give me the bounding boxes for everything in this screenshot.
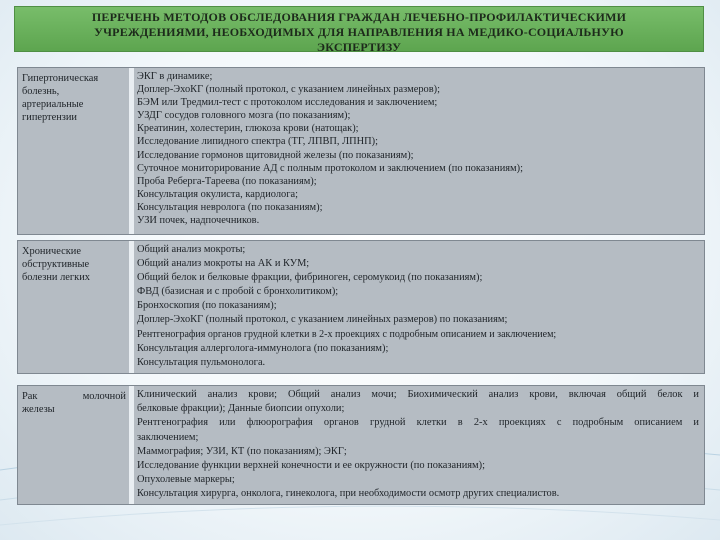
disease-line: болезни легких	[22, 271, 90, 283]
table-row	[17, 240, 705, 374]
method-item: Исследование гормонов щитовидной железы (по показаниям);	[137, 149, 414, 161]
methods-cell	[134, 386, 704, 504]
table-row	[17, 67, 705, 235]
method-item: Доплер-ЭхоКГ (полный протокол, с указанием линейных размеров) по показаниям;	[137, 314, 508, 326]
disease-cell	[18, 386, 129, 504]
method-item: Консультация хирурга, онколога, гинеколога, при необходимости осмотр других специалистов.	[137, 488, 560, 500]
method-item: БЭМ или Тредмил-тест с протоколом исследования и заключением;	[137, 97, 438, 109]
method-item: Проба Реберга-Тареева (по показаниям);	[137, 175, 317, 187]
disease-line: обструктивные	[22, 258, 90, 270]
disease-line: болезнь,	[22, 85, 60, 97]
method-item: Консультация пульмонолога.	[137, 356, 266, 368]
method-item: Доплер-ЭхоКГ (полный протокол, с указанием линейных размеров);	[137, 84, 440, 96]
method-item: Общий анализ мокроты на АК и КУМ;	[137, 258, 310, 270]
disease-line: артериальные	[22, 98, 84, 110]
method-item: Рентгенография или флюорография органов грудной клетки в 2-х проекциях с подробным описанием и	[137, 417, 699, 429]
method-item: Креатинин, холестерин, глюкоза крови (натощак);	[137, 123, 359, 135]
disease-line: Гипертоническая	[22, 73, 99, 84]
disease-line: Рак молочной	[22, 391, 126, 402]
method-item: Суточное мониторирование АД с полным протоколом и заключением (по показаниям);	[137, 162, 523, 174]
disease-line: железы	[22, 403, 55, 415]
method-item: Маммография; УЗИ, КТ (по показаниям); ЭКГ;	[137, 445, 347, 457]
method-item: Клинический анализ крови; Общий анализ мочи; Биохимический анализ крови, включая общий белок и	[137, 389, 699, 400]
method-item: ЭКГ в динамике;	[137, 71, 213, 82]
method-item: заключением;	[137, 431, 199, 443]
page-title	[14, 6, 704, 52]
method-item: Консультация аллерголога-иммунолога (по показаниям);	[137, 342, 389, 354]
method-item: Общий белок и белковые фракции, фибриноген, серомукоид (по показаниям);	[137, 272, 483, 284]
method-item: белковые фракции); Данные биопсии опухоли;	[137, 403, 345, 415]
method-item: Исследование липидного спектра (ТГ, ЛПВП, ЛПНП);	[137, 136, 378, 148]
title-line-1: ПЕРЕЧЕНЬ МЕТОДОВ ОБСЛЕДОВАНИЯ ГРАЖДАН ЛЕЧЕБНО-ПРОФИЛАКТИЧЕСКИМИ	[91, 10, 627, 24]
table-row	[17, 385, 705, 505]
method-item: Консультация невролога (по показаниям);	[137, 201, 323, 213]
methods-cell	[134, 241, 704, 373]
method-item: Исследование функции верхней конечности и ее окружности (по показаниям);	[137, 460, 485, 472]
method-item: Опухолевые маркеры;	[137, 474, 235, 486]
method-item: Консультация окулиста, кардиолога;	[137, 188, 298, 200]
method-item: УЗДГ сосудов головного мозга (по показаниям);	[137, 110, 351, 122]
method-item: УЗИ почек, надпочечников.	[137, 215, 260, 227]
disease-line: гипертензии	[22, 111, 77, 123]
methods-cell	[134, 68, 704, 234]
method-item: Бронхоскопия (по показаниям);	[137, 300, 277, 312]
title-line-2: УЧРЕЖДЕНИЯМИ, НЕОБХОДИМЫХ ДЛЯ НАПРАВЛЕНИЯ НА МЕДИКО-СОЦИАЛЬНУЮ	[94, 25, 624, 39]
method-item: ФВД (базисная и с пробой с бронхолитиком);	[137, 286, 339, 298]
disease-line: Хронические	[22, 246, 81, 257]
disease-cell	[18, 68, 129, 234]
method-item: Общий анализ мокроты;	[137, 244, 246, 255]
method-item: Рентгенография органов грудной клетки в 2-х проекциях с подробным описанием и заключением;	[137, 328, 557, 340]
title-line-3: ЭКСПЕРТИЗУ	[316, 40, 402, 52]
disease-cell	[18, 241, 129, 373]
